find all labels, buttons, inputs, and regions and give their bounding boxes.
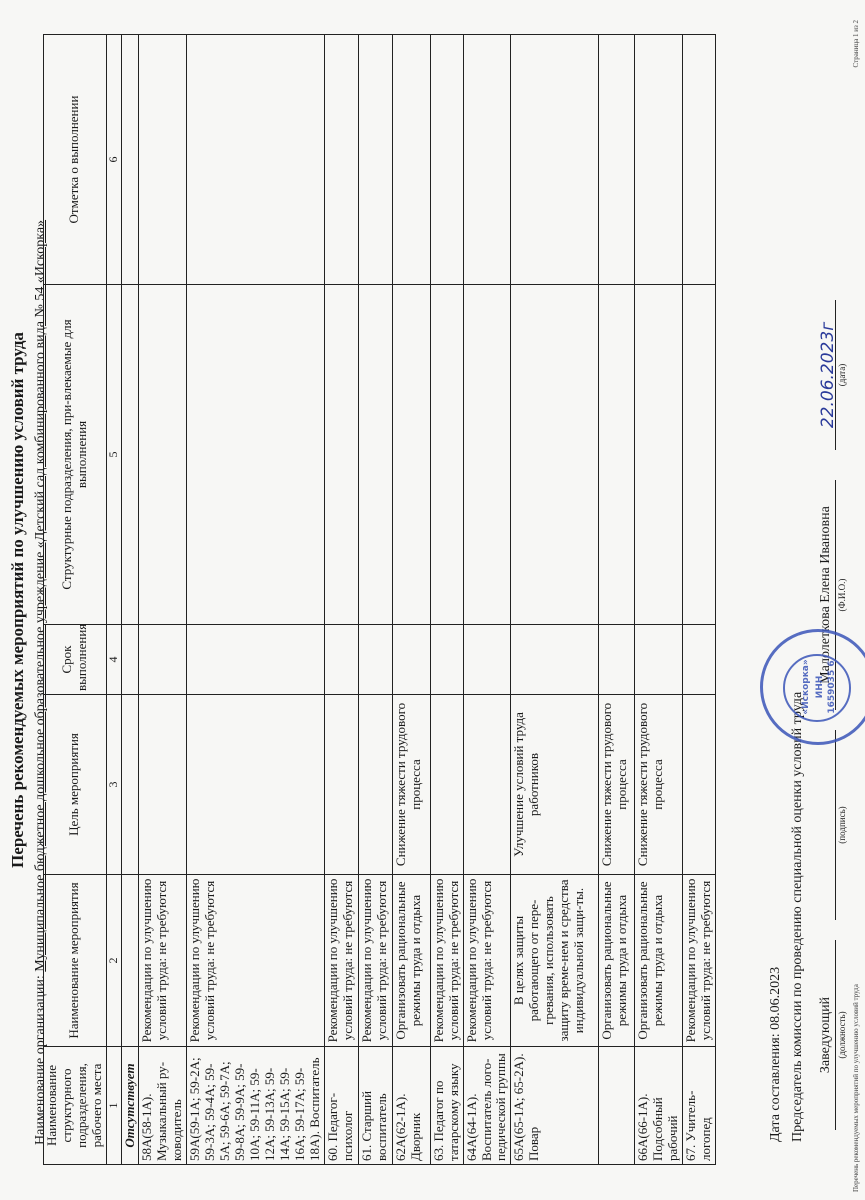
- cell-goal: Снижение тяжести трудового процесса: [635, 695, 683, 875]
- signature-block: [818, 80, 858, 1130]
- footer-left: Перечень рекомендуемых мероприятий по улучшению условий труда: [852, 984, 860, 1192]
- cell-term: [392, 625, 430, 695]
- cell-mark: [392, 35, 430, 285]
- header-cell: Срок выполнения: [44, 625, 107, 695]
- cell-term: [358, 625, 392, 695]
- group-label: Отсутствует: [121, 1047, 139, 1165]
- cell-place: 67. Учитель-логопед: [683, 1047, 716, 1165]
- fio-caption: (Ф.И.О.): [837, 578, 847, 612]
- table-row: [511, 35, 599, 1165]
- cell-goal: [324, 695, 358, 875]
- table-row: [187, 35, 324, 1165]
- column-number: 6: [106, 35, 121, 285]
- cell-measure: Рекомендации по улучшению условий труда: не требуются: [358, 875, 392, 1047]
- cell-place: 65А(65-1А; 65-2А). Повар: [511, 1047, 599, 1165]
- cell-units: [683, 285, 716, 625]
- cell-units: [463, 285, 511, 625]
- group-row: [121, 35, 139, 1165]
- table-row: [635, 35, 683, 1165]
- cell-measure: Рекомендации по улучшению условий труда: не требуются: [324, 875, 358, 1047]
- column-number: 5: [106, 285, 121, 625]
- cell-mark: [511, 35, 599, 285]
- cell-units: [187, 285, 324, 625]
- cell-mark: [430, 35, 463, 285]
- cell-term: [683, 625, 716, 695]
- cell-mark: [463, 35, 511, 285]
- position-field: [818, 940, 836, 1130]
- cell-measure: Рекомендации по улучшению условий труда: не требуются: [187, 875, 324, 1047]
- handwritten-date: 22.06.2023г: [818, 321, 838, 429]
- cell-units: [139, 285, 187, 625]
- cell-mark: [683, 35, 716, 285]
- column-number: 1: [106, 1047, 121, 1165]
- fio-value: Малолеткова Елена Ивановна: [818, 506, 833, 684]
- table-row: [430, 35, 463, 1165]
- cell-measure: В целях защиты работающего от пере-гревания, использовать защиту време-нем и средства индивидуальной защи-ты.: [511, 875, 599, 1047]
- cell-measure: Рекомендации по улучшению условий труда: не требуются: [683, 875, 716, 1047]
- cell-goal: [358, 695, 392, 875]
- cell-place: 66А(66-1А). Подсобный рабочий: [635, 1047, 683, 1165]
- commission-chair-line: Председатель комиссии по проведению специальной оценки условий труда: [790, 691, 805, 1142]
- table-row: [324, 35, 358, 1165]
- cell-goal: Снижение тяжести трудового процесса: [599, 695, 635, 875]
- cell-term: [430, 625, 463, 695]
- cell-units: [324, 285, 358, 625]
- cell-measure: Организовать рациональные режимы труда и отдыха: [599, 875, 635, 1047]
- compilation-date: Дата составления: 08.06.2023: [768, 966, 783, 1142]
- cell-units: [392, 285, 430, 625]
- cell-mark: [139, 35, 187, 285]
- stamp-line: 1659035 6: [827, 660, 837, 714]
- cell-place: 63. Педагог по татарскому языку: [430, 1047, 463, 1165]
- cell-measure: Организовать рациональные режимы труда и отдыха: [635, 875, 683, 1047]
- cell-goal: [463, 695, 511, 875]
- signature-field: [818, 730, 836, 920]
- cell-mark: [324, 35, 358, 285]
- table-row: [392, 35, 430, 1165]
- header-cell: Наименование мероприятия: [44, 875, 107, 1047]
- measures-table: [43, 34, 716, 1165]
- header-cell: Наименование структурного подразделения, рабочего места: [44, 1047, 107, 1165]
- document-title: Перечень рекомендуемых мероприятий по улучшению условий труда: [8, 332, 27, 868]
- table-row: [683, 35, 716, 1165]
- cell-measure: Рекомендации по улучшению условий труда: не требуются: [463, 875, 511, 1047]
- cell-goal: [683, 695, 716, 875]
- date-caption: (дата): [837, 363, 847, 387]
- page-number: Страница 1 из 2: [852, 20, 860, 68]
- cell-place: 58А(58-1А). Музыкальный ру-ководитель: [139, 1047, 187, 1165]
- cell-goal: [430, 695, 463, 875]
- stamp-line: «Искорка»: [801, 659, 811, 715]
- cell-measure: Рекомендации по улучшению условий труда: не требуются: [139, 875, 187, 1047]
- cell-units: [358, 285, 392, 625]
- cell-term: [324, 625, 358, 695]
- signature-caption: (подпись): [837, 806, 847, 844]
- cell-term: [599, 625, 635, 695]
- table-header: [44, 35, 107, 1165]
- table-row: [599, 35, 635, 1165]
- cell-term: [511, 625, 599, 695]
- header-cell: Отметка о выполнении: [44, 35, 107, 285]
- cell-place: 61. Старший воспитатель: [358, 1047, 392, 1165]
- column-number: 2: [106, 875, 121, 1047]
- column-number: 3: [106, 695, 121, 875]
- table-body: [139, 35, 716, 1165]
- cell-term: [187, 625, 324, 695]
- column-number-row: [106, 35, 121, 1165]
- header-cell: Цель мероприятия: [44, 695, 107, 875]
- cell-goal: [139, 695, 187, 875]
- cell-units: [599, 285, 635, 625]
- table-row: [463, 35, 511, 1165]
- cell-mark: [358, 35, 392, 285]
- cell-mark: [599, 35, 635, 285]
- stamp-line: ИНН: [815, 675, 825, 699]
- cell-units: [430, 285, 463, 625]
- cell-term: [139, 625, 187, 695]
- cell-term: [635, 625, 683, 695]
- cell-goal: Снижение тяжести трудового процесса: [392, 695, 430, 875]
- cell-measure: Организовать рациональные режимы труда и отдыха: [392, 875, 430, 1047]
- cell-term: [463, 625, 511, 695]
- cell-place: 60. Педагог-психолог: [324, 1047, 358, 1165]
- cell-units: [635, 285, 683, 625]
- cell-goal: [187, 695, 324, 875]
- column-number: 4: [106, 625, 121, 695]
- position-value: Заведующий: [818, 996, 833, 1074]
- cell-measure: Рекомендации по улучшению условий труда: не требуются: [430, 875, 463, 1047]
- cell-units: [511, 285, 599, 625]
- organization-name: Муниципальное бюджетное дошкольное образовательное учреждение «Детский сад комбинированного вида № 54 «Искорка»: [33, 219, 48, 972]
- cell-mark: [187, 35, 324, 285]
- cell-mark: [635, 35, 683, 285]
- table-row: [358, 35, 392, 1165]
- cell-place: 64А(64-1А). Воспитатель лого-педической группы: [463, 1047, 511, 1165]
- organization-label: Наименование организации:: [33, 975, 48, 1145]
- position-caption: (должность): [837, 1011, 847, 1059]
- cell-goal: Улучшение условий труда работников: [511, 695, 599, 875]
- cell-place: [599, 1047, 635, 1165]
- date-field: [818, 300, 836, 450]
- cell-place: 62А(62-1А). Дворник: [392, 1047, 430, 1165]
- header-cell: Структурные подразделения, при-влекаемые для выполнения: [44, 285, 107, 625]
- cell-place: 59А(59-1А; 59-2А; 59-3А; 59-4А; 59-5А; 59-6А; 59-7А; 59-8А; 59-9А; 59-10А; 59-11А; 59-12А; 59-13А; 59-14А; 59-15А; 59-16А; 59-17А; 59-18А). Воспитатель: [187, 1047, 324, 1165]
- table-row: [139, 35, 187, 1165]
- organization-stamp: [760, 629, 865, 745]
